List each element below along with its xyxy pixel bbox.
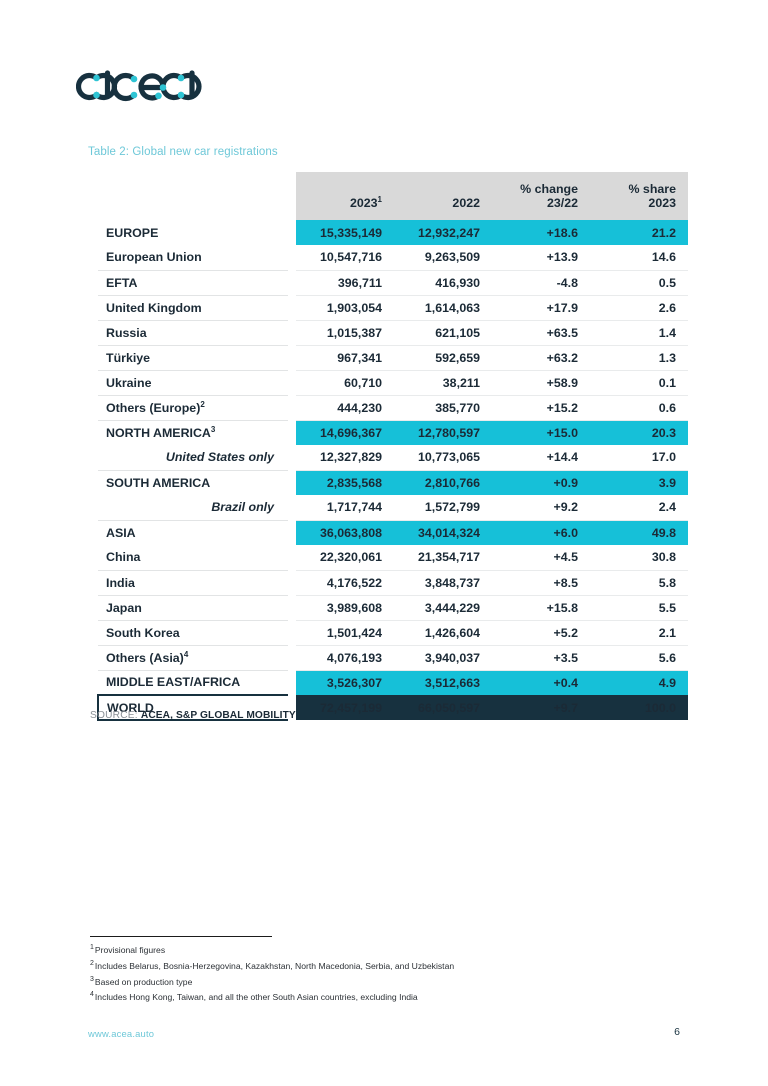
cell-2022: 34,014,324	[394, 520, 492, 545]
row-gutter	[288, 670, 296, 695]
footnote-marker: 3	[90, 975, 94, 983]
cell-pct-change: +58.9	[492, 370, 590, 395]
row-label	[98, 395, 288, 420]
cell-pct-change: +17.9	[492, 295, 590, 320]
cell-2023: 444,230	[296, 395, 394, 420]
header-2022	[394, 172, 492, 220]
row-label	[98, 370, 288, 395]
source-line	[90, 710, 296, 721]
cell-pct-share: 2.4	[590, 495, 688, 520]
row-label	[98, 570, 288, 595]
row-gutter	[288, 270, 296, 295]
source-value: ACEA, S&P GLOBAL MOBILITY	[140, 710, 296, 721]
cell-pct-share: 0.6	[590, 395, 688, 420]
cell-pct-change: +9.2	[492, 495, 590, 520]
row-gutter	[288, 570, 296, 595]
row-label	[98, 270, 288, 295]
row-gutter	[288, 595, 296, 620]
table-row	[98, 270, 688, 295]
cell-pct-change: +13.9	[492, 245, 590, 270]
cell-pct-change: +9.7	[492, 695, 590, 720]
header-2023-footnote-marker: 1	[377, 195, 382, 205]
row-label-text: EUROPE	[106, 225, 159, 240]
cell-pct-change: +3.5	[492, 645, 590, 670]
footnote-text: Includes Belarus, Bosnia-Herzegovina, Kazakhstan, North Macedonia, Serbia, and Uzbekistan	[94, 960, 455, 971]
cell-2022: 9,263,509	[394, 245, 492, 270]
cell-2023: 36,063,808	[296, 520, 394, 545]
table-title: Table 2: Global new car registrations	[88, 146, 278, 158]
cell-pct-share: 30.8	[590, 545, 688, 570]
row-label-text: United States only	[165, 450, 274, 465]
cell-2023: 4,076,193	[296, 645, 394, 670]
table-row	[98, 320, 688, 345]
row-label	[98, 620, 288, 645]
table-row	[98, 495, 688, 520]
header-pct-change	[492, 172, 590, 220]
cell-2023: 2,835,568	[296, 470, 394, 495]
row-label	[98, 520, 288, 545]
cell-pct-share: 14.6	[590, 245, 688, 270]
cell-pct-share: 1.3	[590, 345, 688, 370]
row-gutter	[288, 370, 296, 395]
cell-2023: 3,526,307	[296, 670, 394, 695]
row-label	[98, 470, 288, 495]
row-label	[98, 295, 288, 320]
row-label-text: SOUTH AMERICA	[106, 475, 211, 490]
row-label-text: ASIA	[106, 525, 136, 540]
table-row	[98, 420, 688, 445]
cell-2022: 1,614,063	[394, 295, 492, 320]
row-label-text: India	[106, 575, 135, 590]
row-label-text: MIDDLE EAST/AFRICA	[106, 675, 241, 690]
row-label-text: South Korea	[106, 625, 180, 640]
cell-2022: 592,659	[394, 345, 492, 370]
table-row	[98, 295, 688, 320]
cell-pct-share: 0.1	[590, 370, 688, 395]
row-gutter	[288, 470, 296, 495]
cell-2022: 21,354,717	[394, 545, 492, 570]
header-2023	[296, 172, 394, 220]
row-gutter	[288, 295, 296, 320]
cell-2022: 3,512,663	[394, 670, 492, 695]
source-prefix: SOURCE:	[90, 710, 138, 721]
row-label	[98, 445, 288, 470]
row-gutter	[288, 520, 296, 545]
cell-2022: 12,780,597	[394, 420, 492, 445]
footnote-divider	[90, 936, 272, 937]
cell-2023: 1,903,054	[296, 295, 394, 320]
table-row	[98, 470, 688, 495]
cell-pct-change: +6.0	[492, 520, 590, 545]
row-label	[98, 220, 288, 245]
cell-2022: 3,848,737	[394, 570, 492, 595]
row-gutter	[288, 220, 296, 245]
cell-2023: 967,341	[296, 345, 394, 370]
footnote-item	[90, 958, 690, 974]
cell-2023: 4,176,522	[296, 570, 394, 595]
table-row	[98, 570, 688, 595]
cell-pct-share: 5.6	[590, 645, 688, 670]
cell-pct-change: +4.5	[492, 545, 590, 570]
cell-pct-share: 1.4	[590, 320, 688, 345]
footnotes-block	[90, 942, 690, 1005]
header-2022-label: 2022	[452, 196, 480, 210]
cell-2023: 14,696,367	[296, 420, 394, 445]
footer-page-number: 6	[674, 1026, 680, 1038]
table-row	[98, 445, 688, 470]
cell-pct-share: 4.9	[590, 670, 688, 695]
footnote-text: Includes Hong Kong, Taiwan, and all the other South Asian countries, excluding India	[94, 992, 418, 1003]
footnote-marker: 2	[90, 959, 94, 967]
row-gutter	[288, 645, 296, 670]
table-row	[98, 370, 688, 395]
table-row	[98, 670, 688, 695]
cell-2023: 22,320,061	[296, 545, 394, 570]
table-row	[98, 545, 688, 570]
global-registrations-table	[97, 172, 688, 721]
footer-website-link[interactable]: www.acea.auto	[88, 1028, 155, 1039]
footnote-marker: 4	[90, 991, 94, 999]
cell-2022: 3,940,037	[394, 645, 492, 670]
header-pct-share-line1: % share	[628, 181, 676, 196]
row-label-footnote-marker: 3	[210, 425, 216, 435]
row-gutter	[288, 545, 296, 570]
header-pct-share	[590, 172, 688, 220]
cell-pct-change: +5.2	[492, 620, 590, 645]
cell-pct-change: +15.2	[492, 395, 590, 420]
row-label-text: China	[106, 550, 141, 565]
table-row	[98, 245, 688, 270]
row-label	[98, 420, 288, 445]
row-label	[98, 645, 288, 670]
row-gutter	[288, 445, 296, 470]
cell-pct-change: +14.4	[492, 445, 590, 470]
cell-2023: 396,711	[296, 270, 394, 295]
row-gutter	[288, 345, 296, 370]
row-gutter	[288, 245, 296, 270]
cell-2023: 60,710	[296, 370, 394, 395]
cell-pct-change: +15.0	[492, 420, 590, 445]
row-label-text: Others (Europe)	[106, 401, 201, 416]
row-gutter	[288, 420, 296, 445]
cell-pct-share: 5.8	[590, 570, 688, 595]
row-label	[98, 670, 288, 695]
cell-pct-change: -4.8	[492, 270, 590, 295]
cell-pct-share: 2.1	[590, 620, 688, 645]
cell-2022: 385,770	[394, 395, 492, 420]
row-label	[98, 320, 288, 345]
cell-2023: 12,327,829	[296, 445, 394, 470]
cell-pct-change: +0.4	[492, 670, 590, 695]
cell-pct-share: 21.2	[590, 220, 688, 245]
cell-pct-change: +8.5	[492, 570, 590, 595]
cell-pct-share: 2.6	[590, 295, 688, 320]
cell-2023: 1,501,424	[296, 620, 394, 645]
acea-logo	[76, 48, 208, 112]
header-pct-change-line1: % change	[520, 181, 578, 196]
footnote-item	[90, 989, 690, 1005]
row-label-text: Ukraine	[106, 375, 152, 390]
row-label-text: WORLD	[107, 700, 154, 715]
table-row	[98, 520, 688, 545]
cell-2022: 10,773,065	[394, 445, 492, 470]
cell-2022: 1,572,799	[394, 495, 492, 520]
table-row	[98, 345, 688, 370]
header-2023-label: 2023	[349, 196, 378, 211]
row-gutter	[288, 395, 296, 420]
table-row	[98, 595, 688, 620]
table-row	[98, 395, 688, 420]
cell-2023: 15,335,149	[296, 220, 394, 245]
row-label-text: United Kingdom	[106, 300, 202, 315]
cell-pct-share: 49.8	[590, 520, 688, 545]
row-label-text: NORTH AMERICA	[106, 426, 211, 441]
row-label-text: European Union	[106, 250, 202, 265]
row-label	[98, 495, 288, 520]
row-gutter	[288, 320, 296, 345]
cell-2022: 621,105	[394, 320, 492, 345]
row-label-text: Brazil only	[211, 500, 274, 515]
header-label-blank	[98, 172, 288, 220]
cell-pct-change: +63.2	[492, 345, 590, 370]
footnote-text: Provisional figures	[94, 944, 166, 955]
row-label-text: Türkiye	[106, 350, 151, 365]
cell-pct-share: 100.0	[590, 695, 688, 720]
row-label	[98, 245, 288, 270]
cell-pct-share: 17.0	[590, 445, 688, 470]
footnote-item	[90, 942, 690, 958]
row-gutter	[288, 495, 296, 520]
cell-2022: 2,810,766	[394, 470, 492, 495]
row-label-text: EFTA	[106, 275, 138, 290]
cell-2022: 38,211	[394, 370, 492, 395]
cell-2023: 3,989,608	[296, 595, 394, 620]
row-label	[98, 595, 288, 620]
cell-pct-share: 20.3	[590, 420, 688, 445]
cell-pct-share: 3.9	[590, 470, 688, 495]
cell-pct-change: +63.5	[492, 320, 590, 345]
cell-pct-change: +18.6	[492, 220, 590, 245]
table-row	[98, 620, 688, 645]
cell-2023: 1,717,744	[296, 495, 394, 520]
cell-pct-share: 0.5	[590, 270, 688, 295]
row-label-footnote-marker: 4	[183, 649, 189, 659]
table-header-row	[98, 172, 688, 220]
row-label-text: Japan	[106, 600, 142, 615]
row-label-footnote-marker: 2	[200, 399, 205, 409]
cell-2022: 416,930	[394, 270, 492, 295]
cell-pct-change: +0.9	[492, 470, 590, 495]
cell-2023: 10,547,716	[296, 245, 394, 270]
row-label-text: Others (Asia)	[106, 651, 184, 666]
cell-2022: 1,426,604	[394, 620, 492, 645]
footnote-text: Based on production type	[94, 976, 193, 987]
row-label	[98, 345, 288, 370]
row-label-text: Russia	[106, 325, 147, 340]
header-pct-change-line2: 23/22	[546, 196, 578, 210]
footnote-item	[90, 974, 690, 990]
row-gutter	[288, 620, 296, 645]
footnote-marker: 1	[90, 944, 94, 951]
header-pct-share-line2: 2023	[648, 196, 676, 210]
header-gutter	[288, 172, 296, 220]
cell-2022: 66,050,597	[394, 695, 492, 720]
cell-2022: 12,932,247	[394, 220, 492, 245]
cell-pct-share: 5.5	[590, 595, 688, 620]
cell-pct-change: +15.8	[492, 595, 590, 620]
table-row	[98, 645, 688, 670]
cell-2023: 72,457,199	[296, 695, 394, 720]
cell-2022: 3,444,229	[394, 595, 492, 620]
table-row	[98, 220, 688, 245]
cell-2023: 1,015,387	[296, 320, 394, 345]
row-label	[98, 545, 288, 570]
